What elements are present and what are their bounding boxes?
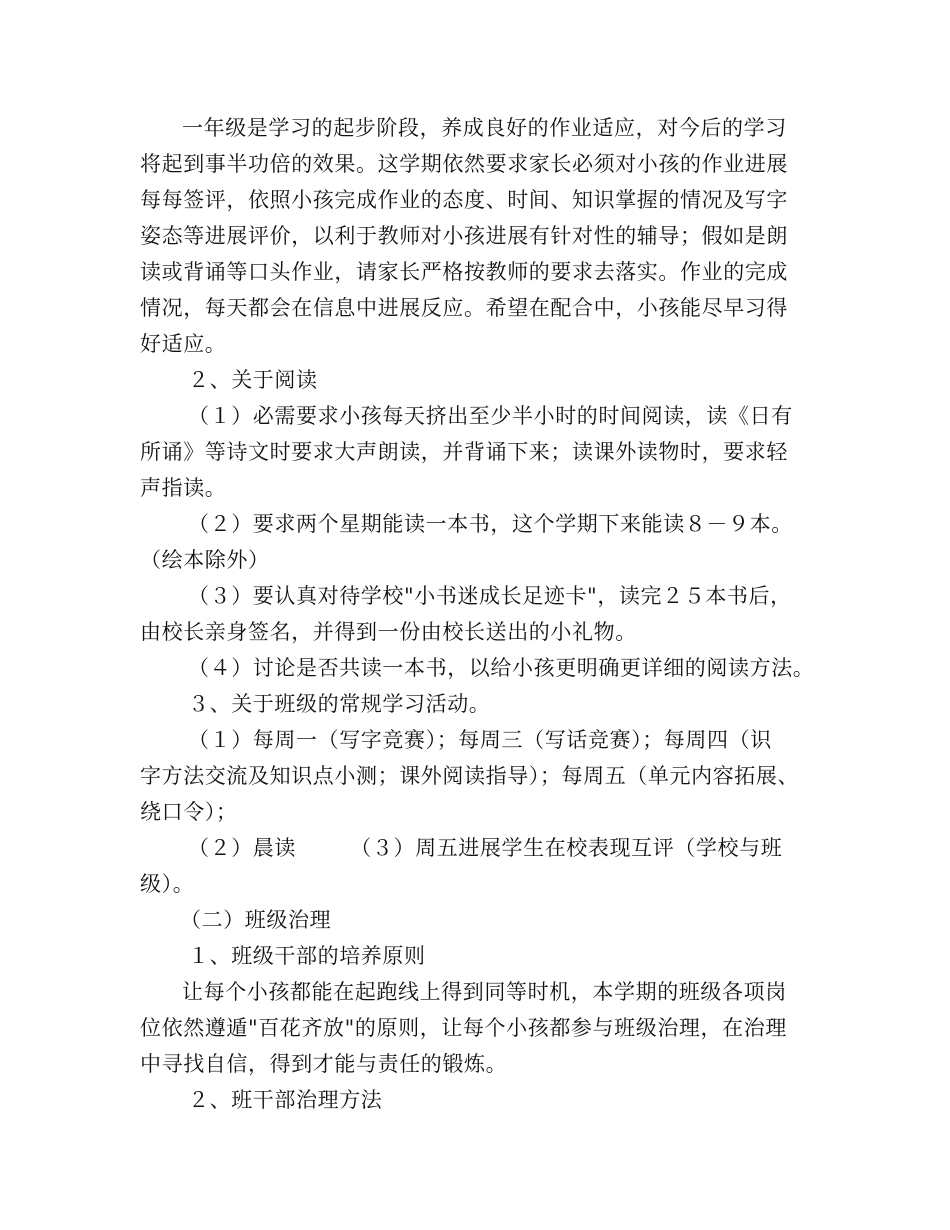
list-item-line: （４）讨论是否共读一本书，以给小孩更明确更详细的阅读方法。 [188, 656, 815, 680]
paragraph-line: 字方法交流及知识点小测；课外阅读指导）；每周五（单元内容拓展、 [140, 764, 800, 788]
subsection-heading: １、班级干部的培养原则 [188, 944, 426, 968]
paragraph-line: 级）。 [140, 872, 195, 896]
paragraph-line: 将起到事半功倍的效果。这学期依然要求家长必须对小孩的作业进展 [140, 152, 788, 176]
paragraph-line: 一年级是学习的起步阶段，养成良好的作业适应，对今后的学习 [182, 116, 787, 140]
list-item-line: （２）晨读 （３）周五进展学生在校表现互评（学校与班 [188, 836, 783, 860]
list-item-line: （３）要认真对待学校"小书迷成长足迹卡"，读完２５本书后， [188, 584, 792, 608]
paragraph-line: 绕口令）； [140, 800, 238, 824]
list-item-line: （２）要求两个星期能读一本书，这个学期下来能读８－９本。 [188, 512, 793, 536]
paragraph-line: 由校长亲身签名，并得到一份由校长送出的小礼物。 [140, 620, 637, 644]
paragraph-line: 所诵》等诗文时要求大声朗读，并背诵下来；读课外读物时，要求轻 [140, 440, 788, 464]
list-item-line: （１）必需要求小孩每天挤出至少半小时的时间阅读，读《日有 [188, 404, 793, 428]
section-heading: ２、关于阅读 [188, 368, 318, 392]
paragraph-line: 让每个小孩都能在起跑线上得到同等时机，本学期的班级各项岗 [182, 980, 787, 1004]
paragraph-line: 声指读。 [140, 476, 227, 500]
paragraph-line: 读或背诵等口头作业，请家长严格按教师的要求去落实。作业的完成 [140, 260, 788, 284]
subsection-heading: ２、班干部治理方法 [188, 1088, 383, 1112]
section-heading: （二）班级治理 [180, 908, 332, 932]
paragraph-line: 情况，每天都会在信息中进展反应。希望在配合中，小孩能尽早习得 [140, 296, 788, 320]
paragraph-line: 每每签评，依照小孩完成作业的态度、时间、知识掌握的情况及写字 [140, 188, 788, 212]
list-item-line: （１）每周一（写字竞赛）；每周三（写话竞赛）；每周四（识 [188, 728, 772, 752]
paragraph-line: （绘本除外） [140, 548, 270, 572]
paragraph-line: 位依然遵遁"百花齐放"的原则，让每个小孩都参与班级治理，在治理 [140, 1016, 787, 1040]
paragraph-line: 中寻找自信，得到才能与责任的锻炼。 [140, 1052, 508, 1076]
paragraph-line: 姿态等进展评价，以利于教师对小孩进展有针对性的辅导；假如是朗 [140, 224, 788, 248]
paragraph-line: 好适应。 [140, 332, 227, 356]
document-body [140, 110, 820, 1118]
section-heading: ３、关于班级的常规学习活动。 [188, 692, 491, 716]
